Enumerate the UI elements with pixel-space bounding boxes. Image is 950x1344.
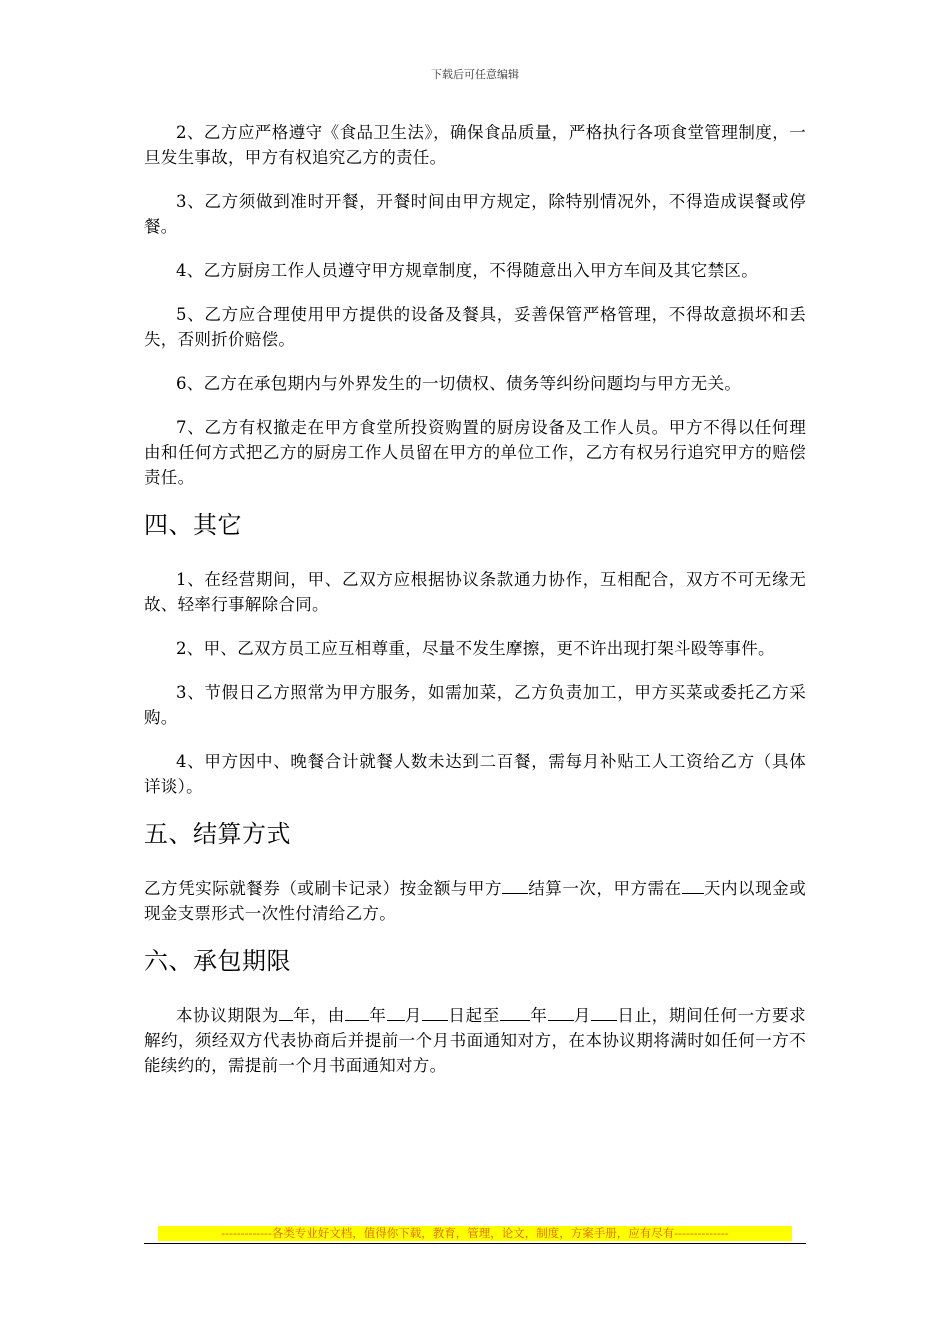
section-4-title: 四、其它 <box>144 511 242 539</box>
term-text-2: 年，由 <box>293 1006 345 1025</box>
blank-end-day <box>591 1004 617 1021</box>
blank-end-month <box>548 1004 574 1021</box>
clause-4-1: 1、在经营期间，甲、乙双方应根据协议条款通力协作，互相配合，双方不可无缘无故、轻率行事解除合同。 <box>144 570 806 614</box>
term-text-4: 月 <box>404 1006 423 1025</box>
blank-start-year <box>345 1004 369 1021</box>
clause-4-3: 3、节假日乙方照常为甲方服务，如需加菜，乙方负责加工，甲方买菜或委托乙方采购。 <box>144 683 806 727</box>
clause-4-4: 4、甲方因中、晚餐合计就餐人数未达到二百餐，需每月补贴工人工资给乙方（具体详谈）。 <box>144 752 806 796</box>
clause-4-2: 2、甲、乙双方员工应互相尊重，尽量不发生摩擦，更不许出现打架斗殴等事件。 <box>176 639 775 658</box>
term-text-3: 年 <box>368 1006 387 1025</box>
document-body <box>144 120 806 1097</box>
settlement-text-2: 结算一次，甲方需在 <box>528 879 682 898</box>
blank-term-years <box>279 1004 293 1021</box>
term-text-5: 日起至 <box>448 1006 500 1025</box>
blank-start-day <box>422 1004 448 1021</box>
settlement-text-1: 乙方凭实际就餐券（或刷卡记录）按金额与甲方 <box>144 879 503 898</box>
blank-payment-days <box>682 877 704 894</box>
clause-3-2: 2、乙方应严格遵守《食品卫生法》，确保食品质量，严格执行各项食堂管理制度，一旦发生事故，甲方有权追究乙方的责任。 <box>144 123 806 167</box>
clause-3-5: 5、乙方应合理使用甲方提供的设备及餐具，妥善保管严格管理，不得故意损坏和丢失，否则折价赔偿。 <box>144 305 806 349</box>
blank-settlement-period <box>502 877 528 894</box>
blank-end-year <box>500 1004 530 1021</box>
clause-3-3: 3、乙方须做到准时开餐，开餐时间由甲方规定，除特别情况外，不得造成误餐或停餐。 <box>144 192 806 236</box>
footer-banner: -------------各类专业好文档，值得你下载，教育，管理，论文，制度，方案手册，应有尽有-------------- <box>158 1226 792 1241</box>
term-text-7: 月 <box>573 1006 592 1025</box>
clause-3-4: 4、乙方厨房工作人员遵守甲方规章制度，不得随意出入甲方车间及其它禁区。 <box>176 261 758 280</box>
header-note: 下载后可任意编辑 <box>431 68 519 81</box>
blank-start-month <box>387 1004 405 1021</box>
settlement-paragraph <box>144 876 806 926</box>
term-text-1: 本协议期限为 <box>176 1006 280 1025</box>
term-text-8: 日止，期间任何一方要求解约，须经双方代表协商后并提前一个月书面通知对方，在本协议期将满时如任何一方不能续约的，需提前一个月书面通知对方。 <box>144 1006 806 1075</box>
section-6-title: 六、承包期限 <box>144 947 291 975</box>
term-paragraph <box>144 1003 806 1078</box>
clause-3-6: 6、乙方在承包期内与外界发生的一切债权、债务等纠纷问题均与甲方无关。 <box>176 374 742 393</box>
term-text-6: 年 <box>529 1006 548 1025</box>
footer-divider <box>144 1243 806 1244</box>
section-5-title: 五、结算方式 <box>144 820 291 848</box>
clause-3-7: 7、乙方有权撤走在甲方食堂所投资购置的厨房设备及工作人员。甲方不得以任何理由和任何方式把乙方的厨房工作人员留在甲方的单位工作，乙方有权另行追究甲方的赔偿责任。 <box>144 418 806 487</box>
settlement-text-3: 天内以现金或现金支票形式一次性付清给乙方。 <box>144 879 806 923</box>
